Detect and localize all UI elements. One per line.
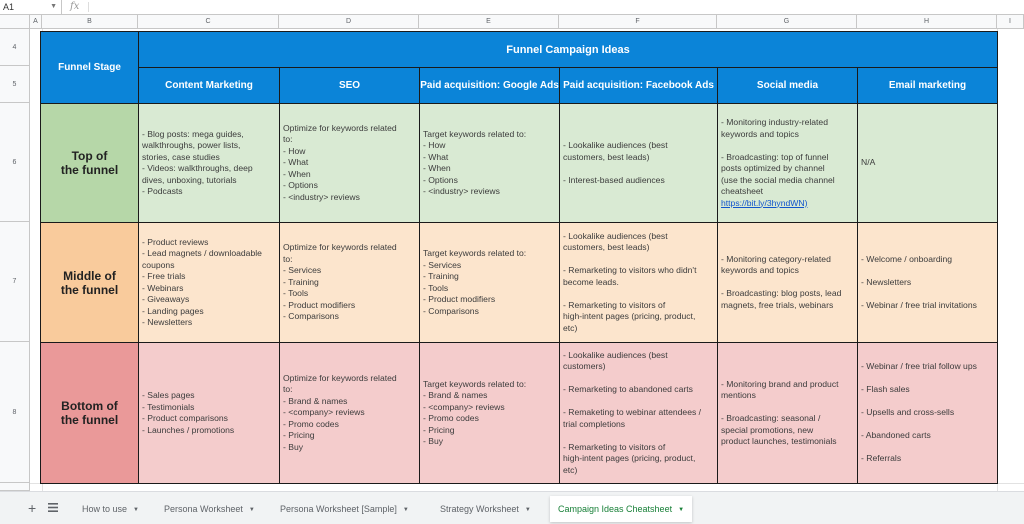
row-header-7[interactable]: 7 xyxy=(0,222,30,342)
channel-cheatsheet-link[interactable]: https://bit.ly/3hyndWN) xyxy=(721,197,808,208)
row-header-6[interactable]: 6 xyxy=(0,103,30,222)
table-cell[interactable]: - Sales pages - Testimonials - Product comparisons - Launches / promotions xyxy=(138,342,280,484)
table-cell[interactable]: Optimize for keywords related to: - Services - Training - Tools - Product modifiers - Comparisons xyxy=(279,222,420,343)
stage-middle-of-funnel: Middle of the funnel xyxy=(40,222,139,343)
column-header-d[interactable]: D xyxy=(279,15,419,29)
table-cell[interactable]: Target keywords related to: - How - What - When - Options - <industry> reviews xyxy=(419,103,560,223)
sheet-tab-persona-worksheet[interactable]: Persona Worksheet ▼ xyxy=(164,504,255,514)
table-cell[interactable]: - Lookalike audiences (best customers, best leads) - Interest-based audiences xyxy=(559,103,718,223)
formula-divider xyxy=(88,2,89,12)
chevron-down-icon[interactable]: ▼ xyxy=(524,506,531,513)
chevron-down-icon[interactable]: ▼ xyxy=(678,506,685,513)
table-cell[interactable]: N/A xyxy=(857,103,998,223)
table-cell[interactable]: - Monitoring category-related keywords and topics - Broadcasting: blog posts, lead magnets, free trials, webinars xyxy=(717,222,858,343)
column-header-b[interactable]: B xyxy=(42,15,138,29)
stage-top-of-funnel: Top of the funnel xyxy=(40,103,139,223)
add-sheet-icon[interactable]: + xyxy=(28,500,37,516)
column-header-i[interactable]: I xyxy=(997,15,1024,29)
chevron-down-icon[interactable]: ▼ xyxy=(248,506,255,513)
row-header-4[interactable]: 4 xyxy=(0,29,30,66)
sheet-tab-persona-worksheet-sample[interactable]: Persona Worksheet [Sample] ▼ xyxy=(280,504,409,514)
formula-bar xyxy=(0,0,1024,15)
table-cell[interactable]: - Lookalike audiences (best customers, best leads) - Remarketing to visitors who didn't become leads. - Remarketing to visitors of high-intent pages (pricing, product, etc) xyxy=(559,222,718,343)
column-header-g[interactable]: G xyxy=(717,15,857,29)
name-box[interactable] xyxy=(0,0,62,14)
channel-header: SEO xyxy=(279,67,420,104)
sheet-tab-strategy-worksheet[interactable]: Strategy Worksheet ▼ xyxy=(440,504,531,514)
table-title: Funnel Campaign Ideas xyxy=(138,31,998,68)
chevron-down-icon[interactable]: ▼ xyxy=(133,506,139,513)
channel-header: Paid acquisition: Facebook Ads xyxy=(559,67,718,104)
table-cell[interactable]: Optimize for keywords related to: - Brand & names - <company> reviews - Promo codes - Pricing - Buy xyxy=(279,342,420,484)
column-header-c[interactable]: C xyxy=(138,15,279,29)
table-cell[interactable]: Target keywords related to: - Brand & names - <company> reviews - Promo codes - Pricing - Buy xyxy=(419,342,560,484)
table-cell[interactable]: - Lookalike audiences (best customers) - Remarketing to abandoned carts - Remaketing to webinar attendees / trial completions - Remarketing to visitors of high-intent pages (pricing, product, etc) xyxy=(559,342,718,484)
row-header-5[interactable]: 5 xyxy=(0,66,30,103)
row-header-8[interactable]: 8 xyxy=(0,342,30,483)
name-box-value: A1 xyxy=(3,2,15,12)
channel-header: Email marketing xyxy=(857,67,998,104)
table-cell[interactable]: - Blog posts: mega guides, walkthroughs, power lists, stories, case studies - Videos: walkthroughs, deep dives, unboxing, tutorials - Podcasts xyxy=(138,103,280,223)
funnel-stage-header: Funnel Stage xyxy=(40,31,139,104)
table-cell[interactable]: Optimize for keywords related to: - How - What - When - Options - <industry> reviews xyxy=(279,103,420,223)
sheet-tab-bar xyxy=(0,491,1024,524)
channel-header: Social media xyxy=(717,67,858,104)
stage-bottom-of-funnel: Bottom of the funnel xyxy=(40,342,139,484)
column-header-e[interactable]: E xyxy=(419,15,559,29)
chevron-down-icon[interactable]: ▼ xyxy=(50,3,57,10)
column-header-f[interactable]: F xyxy=(559,15,717,29)
select-all-corner[interactable] xyxy=(0,15,30,29)
sheet-tab-campaign-ideas-cheatsheet[interactable]: Campaign Ideas Cheatsheet ▼ xyxy=(550,496,692,522)
column-header-a[interactable]: A xyxy=(30,15,42,29)
table-cell[interactable]: - Monitoring industry-related keywords and topics - Broadcasting: top of funnel posts optimized by channel (use the social media channel cheatsheet https://bit.ly/3hyndWN) xyxy=(717,103,858,223)
table-cell[interactable]: - Product reviews - Lead magnets / downloadable coupons - Free trials - Webinars - Giveaways - Landing pages - Newsletters xyxy=(138,222,280,343)
row-header-9[interactable] xyxy=(0,483,30,491)
table-cell[interactable]: - Webinar / free trial follow ups - Flash sales - Upsells and cross-sells - Abandoned carts - Referrals xyxy=(857,342,998,484)
channel-header: Paid acquisition: Google Ads xyxy=(419,67,560,104)
channel-header: Content Marketing xyxy=(138,67,280,104)
table-cell[interactable]: - Welcome / onboarding - Newsletters - Webinar / free trial invitations xyxy=(857,222,998,343)
sheet-tab-how-to-use[interactable]: How to use ▼ xyxy=(82,504,139,514)
table-cell[interactable]: Target keywords related to: - Services - Training - Tools - Product modifiers - Comparisons xyxy=(419,222,560,343)
table-cell[interactable]: - Monitoring brand and product mentions - Broadcasting: seasonal / special promotions, new product launches, testimonials xyxy=(717,342,858,484)
column-header-h[interactable]: H xyxy=(857,15,997,29)
chevron-down-icon[interactable]: ▼ xyxy=(402,506,409,513)
fx-icon: fx xyxy=(70,1,80,12)
all-sheets-icon[interactable] xyxy=(48,503,58,512)
